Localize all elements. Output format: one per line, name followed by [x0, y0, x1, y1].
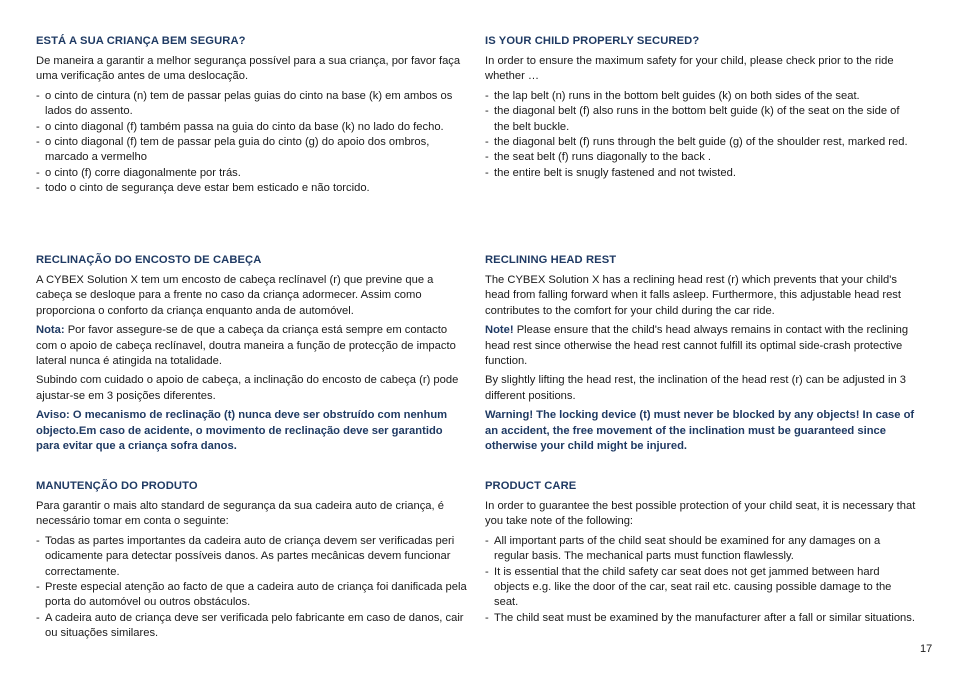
headrest-section-en	[485, 253, 917, 454]
section-intro: In order to guarantee the best possible protection of your child seat, it is necessary that you take note of the following:	[485, 500, 916, 528]
paragraph: By slightly lifting the head rest, the inclination of the head rest (r) can be adjusted in 3 different positions.	[485, 374, 907, 402]
checklist	[36, 89, 468, 197]
list-item: - The child seat must be examined by the manufacturer after a fall or similar situations.	[485, 611, 917, 626]
checklist	[485, 534, 917, 626]
note-label: Note!	[485, 324, 514, 337]
list-item: - It is essential that the child safety car seat does not get jammed between hard objects e.g. like the door of the car, seat rail etc. causing possible damage to the seat.	[485, 565, 917, 611]
note-text: Por favor assegure-se de que a cabeça da criança está sempre em contacto com o apoio de cabeça reclínavel, doutra maneira a função de protecção de impacto lateral nunca é atingida na totalidade.	[36, 324, 456, 368]
note-paragraph	[36, 323, 468, 369]
list-item: - o cinto diagonal (f) também passa na guia do cinto da base (k) no lado do fecho.	[36, 120, 468, 135]
section-title: IS YOUR CHILD PROPERLY SECURED?	[485, 35, 700, 47]
list-item: - o cinto diagonal (f) tem de passar pela guia do cinto (g) do apoio dos ombros, marcado a vermelho	[36, 135, 468, 166]
section-title: MANUTENÇÃO DO PRODUTO	[36, 480, 198, 492]
list-item: - the diagonal belt (f) also runs in the bottom belt guide (k) of the seat on the side of the belt buckle.	[485, 104, 917, 135]
list-item: - the seat belt (f) runs diagonally to the back .	[485, 150, 917, 165]
paragraph: The CYBEX Solution X has a reclining head rest (r) which prevents that your child's head from falling forward when it falls asleep. Furthermore, this adjustable head rest contributes to the comfort for your child during the car ride.	[485, 274, 902, 317]
list-item: - the diagonal belt (f) runs through the belt guide (g) of the shoulder rest, marked red.	[485, 135, 917, 150]
section-intro: In order to ensure the maximum safety for your child, please check prior to the ride whether …	[485, 55, 894, 83]
section-title: RECLINAÇÃO DO ENCOSTO DE CABEÇA	[36, 254, 262, 266]
warning-text: Warning! The locking device (t) must never be blocked by any objects! In case of an accident, the free movement of the inclination must be guaranteed since otherwise your child might be injured.	[485, 409, 915, 453]
note-paragraph	[485, 323, 917, 369]
safety-section-pt	[36, 34, 468, 197]
section-title: ESTÁ A SUA CRIANÇA BEM SEGURA?	[36, 35, 246, 47]
section-intro: Para garantir o mais alto standard de segurança da sua cadeira auto de criança, é necessário tomar em conta o seguinte:	[36, 500, 444, 528]
section-title: PRODUCT CARE	[485, 480, 577, 492]
note-text: Please ensure that the child's head always remains in contact with the reclining head rest since otherwise the head rest cannot fulfill its optimal side-crash protective function.	[485, 324, 909, 368]
checklist	[36, 534, 468, 642]
safety-section-en	[485, 34, 917, 181]
page-number: 17	[920, 643, 933, 655]
section-title: RECLINING HEAD REST	[485, 254, 617, 266]
note-label: Nota:	[36, 324, 65, 337]
care-section-en	[485, 479, 917, 626]
list-item: - o cinto de cintura (n) tem de passar pelas guias do cinto na base (k) em ambos os lados do assento.	[36, 89, 468, 120]
warning-text: Aviso: O mecanismo de reclinação (t) nunca deve ser obstruído com nenhum objecto.Em caso de acidente, o movimento de reclinação deve ser garantido para evitar que a criança sofra danos.	[36, 409, 448, 453]
list-item: - All important parts of the child seat should be examined for any damages on a regular basis. The mechanical parts must function flawlessly.	[485, 534, 917, 565]
list-item: - the lap belt (n) runs in the bottom belt guides (k) on both sides of the seat.	[485, 89, 917, 104]
list-item: - Preste especial atenção ao facto de que a cadeira auto de criança foi danificada pela porta do automóvel ou outros obstáculos.	[36, 580, 468, 611]
list-item: - A cadeira auto de criança deve ser verificada pelo fabricante em caso de danos, cair ou situações similares.	[36, 611, 468, 642]
list-item: - the entire belt is snugly fastened and not twisted.	[485, 166, 917, 181]
list-item: - o cinto (f) corre diagonalmente por trás.	[36, 166, 468, 181]
headrest-section-pt	[36, 253, 468, 454]
paragraph: A CYBEX Solution X tem um encosto de cabeça reclínavel (r) que previne que a cabeça se desloque para a frente no caso da criança adormecer. Assim como proporciona o conforto da criança enquanto anda de automóvel.	[36, 274, 434, 317]
care-section-pt	[36, 479, 468, 642]
paragraph: Subindo com cuidado o apoio de cabeça, a inclinação do encosto de cabeça (r) pode ajustar-se em 3 posições diferentes.	[36, 374, 459, 402]
list-item: - todo o cinto de segurança deve estar bem esticado e não torcido.	[36, 181, 468, 196]
list-item: - Todas as partes importantes da cadeira auto de criança devem ser verificadas peri odicamente para detectar possíveis danos. As partes mecânicas devem funcionar correctamente.	[36, 534, 468, 580]
section-intro: De maneira a garantir a melhor segurança possível para a sua criança, por favor faça uma verificação antes de uma deslocação.	[36, 55, 461, 83]
checklist	[485, 89, 917, 181]
